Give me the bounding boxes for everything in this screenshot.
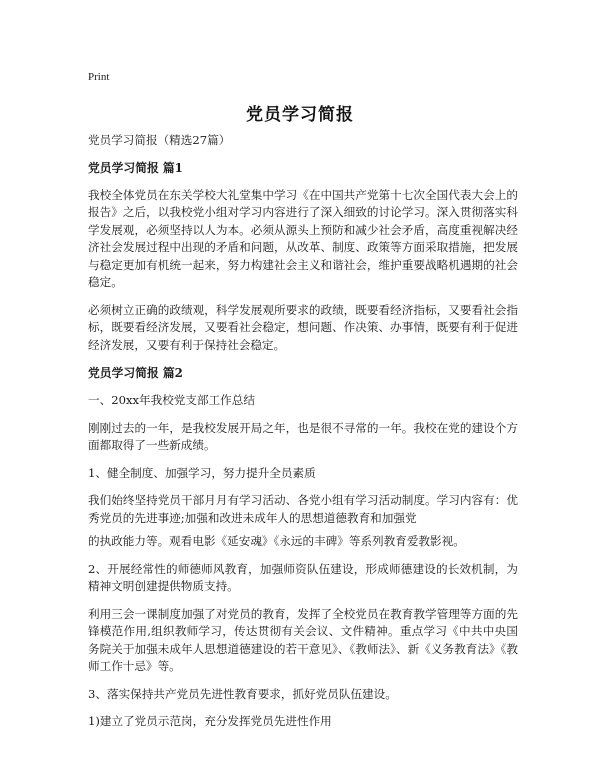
paragraph: 我校全体党员在东关学校大礼堂集中学习《在中国共产党第十七次全国代表大会上的报告》之后，以我校党小组对学习内容进行了深入细致的讨论学习。深入贯彻落实科学发展观，必须坚持以人为本。必须从源头上预防和减少社会矛盾，高度重视解决经济社会发展过程中出现的矛盾和问题，从改革、制度、政策等方面采取措施，把发展与稳定更加有机统一起来，努力构建社会主义和谐社会，维护重要战略机遇期的社会稳定。	[88, 187, 518, 289]
paragraph: 刚刚过去的一年，是我校发展开局之年，也是很不寻常的一年。我校在党的建设个方面都取得了一些新成绩。	[88, 420, 518, 452]
paragraph: 利用三会一课制度加强了对党员的教育，发挥了全校党员在教育教学管理等方面的先锋模范作用,组织教师学习，传达贯彻有关会议、文件精神。重点学习《中共中央国务院关于加强未成年人思想道德建设的若干意见》、《教师法》、新《义务教育法》《教师工作十忌》等。	[88, 606, 518, 673]
paragraph: 必须树立正确的政绩观，科学发展观所要求的政绩，既要看经济指标，又要看社会指标，既要看经济发展，又要看社会稳定，想问题、作决策、办事情，既要有利于促进经济发展，又要有利于保持社会稳定。	[88, 302, 518, 352]
paragraph: 的执政能力等。观看电影《延安魂》《永远的丰碑》等系列教育爱教影视。	[88, 534, 465, 548]
section-heading-2: 党员学习简报 篇2	[88, 366, 183, 380]
page-title: 党员学习简报	[246, 105, 354, 125]
document-subtitle: 党员学习简报（精选27篇）	[88, 133, 231, 147]
paragraph: 2、开展经常性的师德师风教育，加强师资队伍建设，形成师德建设的长效机制，为精神文明创建提供物质支持。	[88, 561, 518, 593]
print-label: Print	[88, 71, 110, 83]
paragraph: 我们始终坚持党员干部月月有学习活动、各党小组有学习活动制度。学习内容有：优秀党员的先进事迹;加强和改进未成年人的思想道德教育和加强党	[88, 493, 518, 525]
paragraph: 一、20xx年我校党支部工作总结	[88, 393, 255, 407]
paragraph: 1)建立了党员示范岗，充分发挥党员先进性作用	[88, 714, 332, 728]
document-body	[88, 132, 518, 741]
paragraph: 1、健全制度、加强学习，努力提升全员素质	[88, 465, 316, 480]
section-heading-1: 党员学习简报 篇1	[88, 160, 183, 175]
paragraph: 3、落实保持共产党员先进性教育要求，抓好党员队伍建设。	[88, 686, 397, 701]
